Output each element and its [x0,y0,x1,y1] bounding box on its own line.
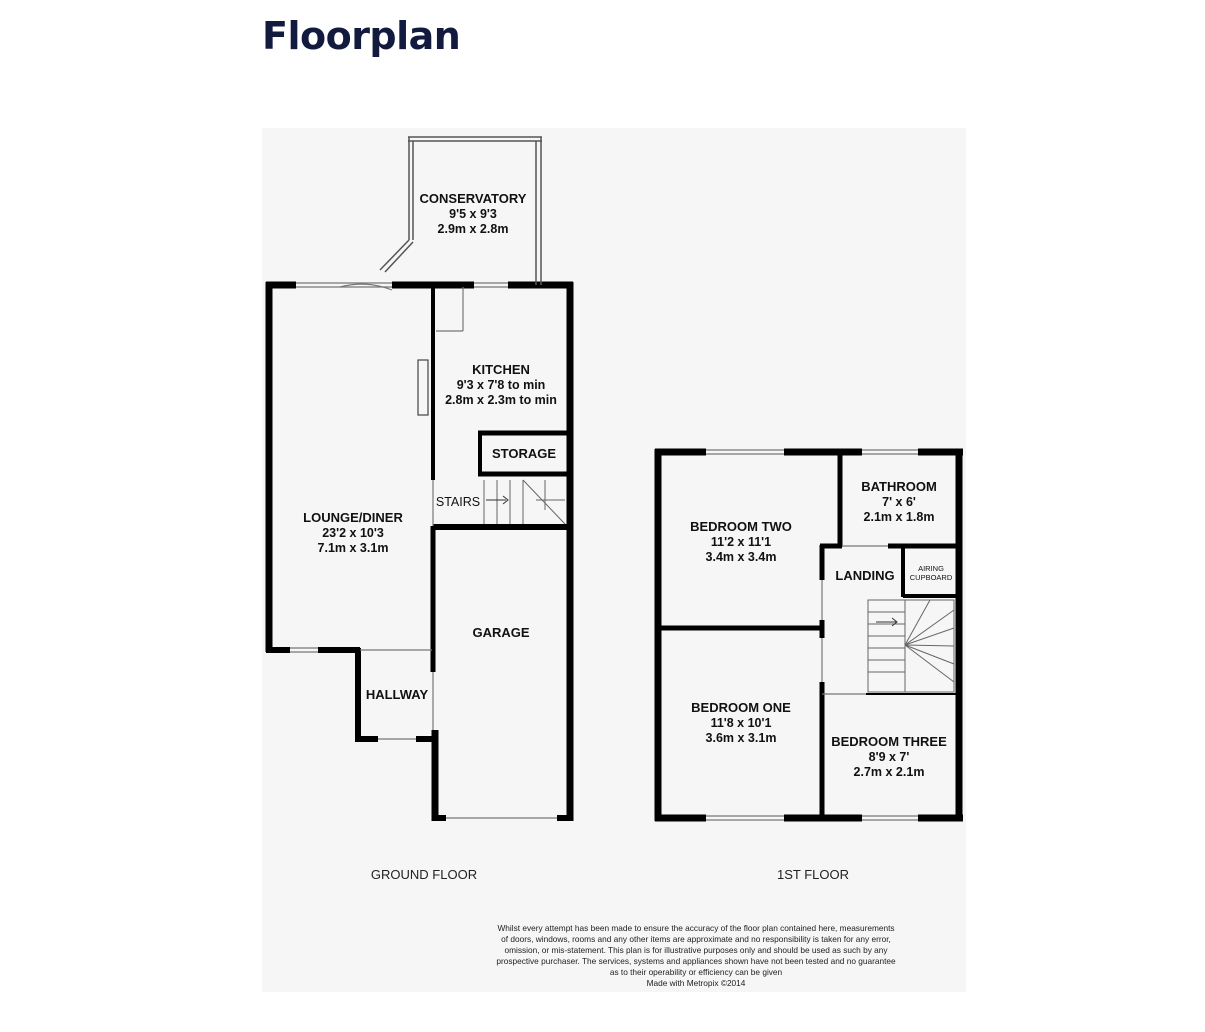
bedroom-three-imperial: 8'9 x 7' [868,750,910,764]
stairs-name: STAIRS [435,495,481,509]
conservatory-name: CONSERVATORY [419,191,527,206]
metropix-credit: Made with Metropix ©2014 [646,978,746,988]
page-title: Floorplan [262,14,461,58]
bedroom-two-name: BEDROOM TWO [690,519,792,534]
disclaimer-line: as to their operability or efficiency can be given [609,967,783,977]
disclaimer-line: prospective purchaser. The services, systems and appliances shown have not been tested and no guarantee [496,956,896,966]
airing-cupboard-line2: CUPBOARD [909,573,953,582]
kitchen-imperial: 9'3 x 7'8 to min [456,378,546,392]
landing-name: LANDING [835,568,895,583]
airing-cupboard-line1: AIRING [918,564,944,573]
disclaimer-line: of doors, windows, rooms and any other items are approximate and no responsibility is taken for any error, [501,934,891,944]
bedroom-three-metric: 2.7m x 2.1m [853,765,925,779]
ground-stairs-treads [484,480,565,524]
room-lounge-diner [303,510,403,555]
bedroom-three-name: BEDROOM THREE [831,734,947,749]
bathroom-metric: 2.1m x 1.8m [863,510,935,524]
room-bedroom-one [691,700,791,745]
bedroom-two-metric: 3.4m x 3.4m [705,550,777,564]
lounge-name: LOUNGE/DINER [303,510,403,525]
bathroom-name: BATHROOM [861,479,937,494]
kitchen-metric: 2.8m x 2.3m to min [445,393,557,407]
room-bathroom [861,479,937,524]
bathroom-imperial: 7' x 6' [882,495,916,509]
hallway-name: HALLWAY [365,687,429,702]
disclaimer [496,923,896,988]
ground-floor-label: GROUND FLOOR [370,867,478,882]
conservatory-metric: 2.9m x 2.8m [437,222,509,236]
room-kitchen [445,362,557,407]
bedroom-one-imperial: 11'8 x 10'1 [710,716,772,730]
lounge-imperial: 23'2 x 10'3 [322,526,384,540]
first-floor-label: 1ST FLOOR [776,867,850,882]
bedroom-one-metric: 3.6m x 3.1m [705,731,777,745]
disclaimer-line: Whilst every attempt has been made to ensure the accuracy of the floor plan contained here, measurements [497,923,895,933]
bedroom-two-imperial: 11'2 x 11'1 [710,535,772,549]
lounge-metric: 7.1m x 3.1m [317,541,389,555]
room-bedroom-two [690,519,792,564]
room-conservatory [420,191,527,236]
garage-name: GARAGE [472,625,530,640]
disclaimer-line: omission, or mis-statement. This plan is for illustrative purposes only and should be used as such by any [504,945,888,955]
room-bedroom-three [831,734,947,779]
kitchen-name: KITCHEN [472,362,530,377]
first-stairs-treads [868,600,954,692]
storage-name: STORAGE [491,446,557,461]
conservatory-imperial: 9'5 x 9'3 [449,207,497,221]
bedroom-one-name: BEDROOM ONE [691,700,791,715]
